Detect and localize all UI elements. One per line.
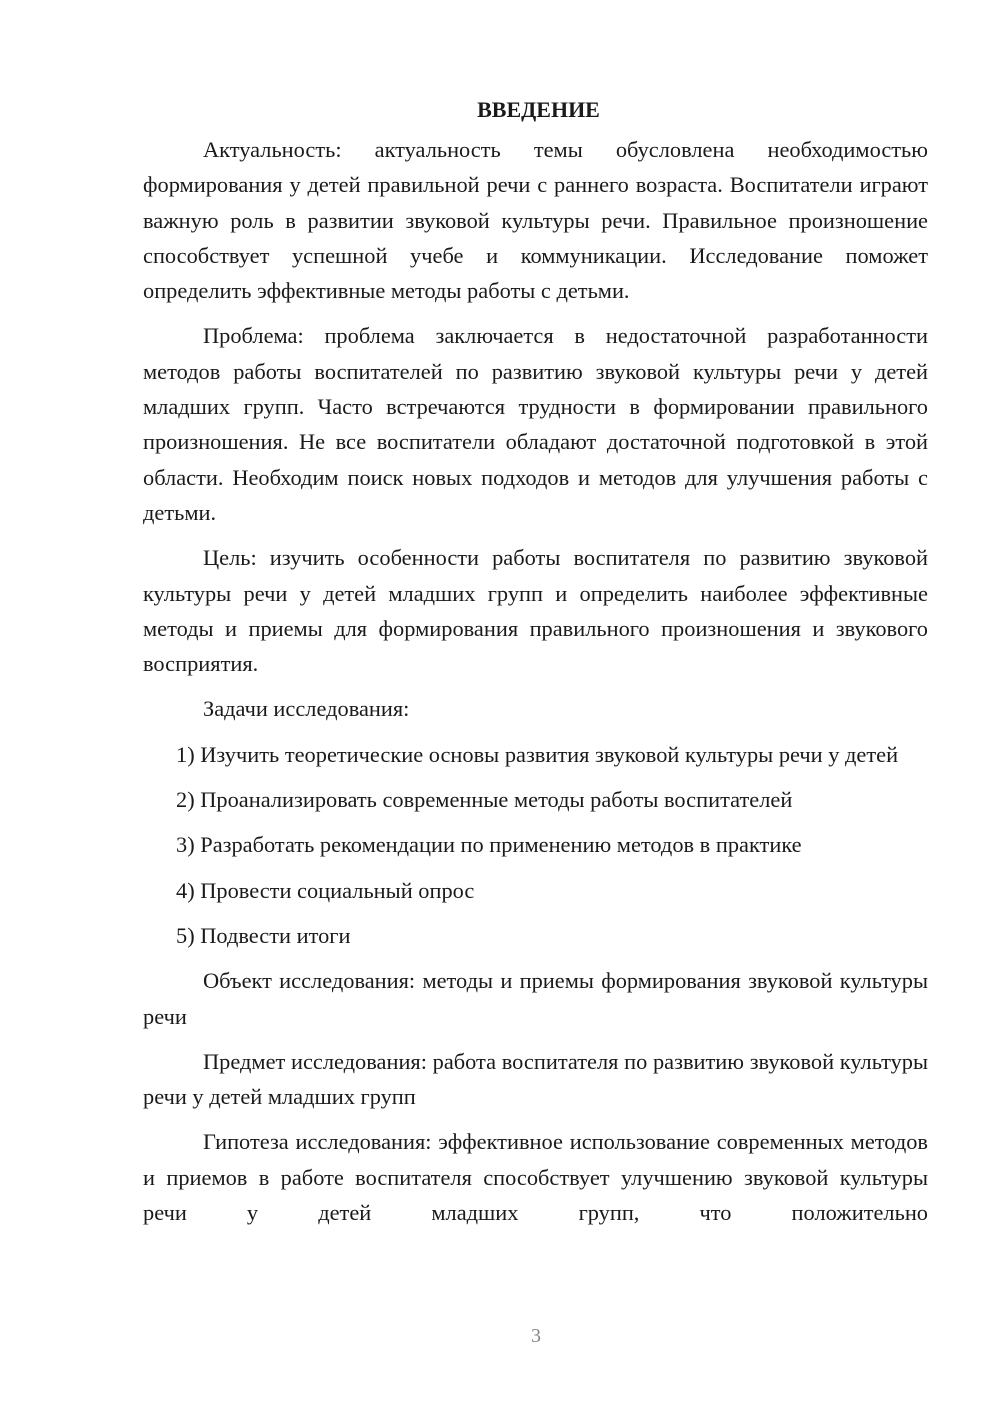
page-number: 3 — [531, 1325, 541, 1347]
problem-paragraph: Проблема: проблема заключается в недостаточной разработанности методов работы воспитателей по развитию звуковой культуры речи у детей младших групп. Часто встречаются трудности в формировании правильного произношения. Не все воспитатели обладают достаточной подготовкой в этой области. Необходим поиск новых подходов и методов для улучшения работы с детьми. — [143, 323, 928, 525]
task-item-4: 4) Провести социальный опрос — [176, 877, 475, 903]
page-title: ВВЕДЕНИЕ — [477, 97, 600, 122]
subject-paragraph: Предмет исследования: работа воспитателя по развитию звуковой культуры речи у детей младших групп — [143, 1048, 928, 1110]
tasks-title: Задачи исследования: — [203, 696, 410, 722]
hypothesis-paragraph: Гипотеза исследования: эффективное использование современных методов и приемов в работе воспитателя способствует улучшению звуковой культуры речи у детей младших групп, что положительно — [143, 1129, 928, 1226]
object-paragraph: Объект исследования: методы и приемы формирования звуковой культуры речи — [143, 968, 928, 1029]
goal-paragraph: Цель: изучить особенности работы воспитателя по развитию звуковой культуры речи у детей младших групп и определить наиболее эффективные методы и приемы для формирования правильного произношения и звукового восприятия. — [143, 545, 928, 677]
relevance-paragraph: Актуальность: актуальность темы обусловлена необходимостью формирования у детей правильной речи с раннего возраста. Воспитатели играют важную роль в развитии звуковой культуры речи. Правильное произношение способствует успешной учебе и коммуникации. Исследование поможет определить эффективные методы работы с детьми. — [143, 137, 928, 304]
document-page — [143, 92, 928, 1230]
task-item-1: 1) Изучить теоретические основы развития звуковой культуры речи у детей — [176, 741, 899, 767]
task-item-3: 3) Разработать рекомендации по применению методов в практике — [176, 832, 802, 858]
task-item-5: 5) Подвести итоги — [176, 922, 351, 948]
task-item-2: 2) Проанализировать современные методы работы воспитателей — [176, 787, 793, 813]
